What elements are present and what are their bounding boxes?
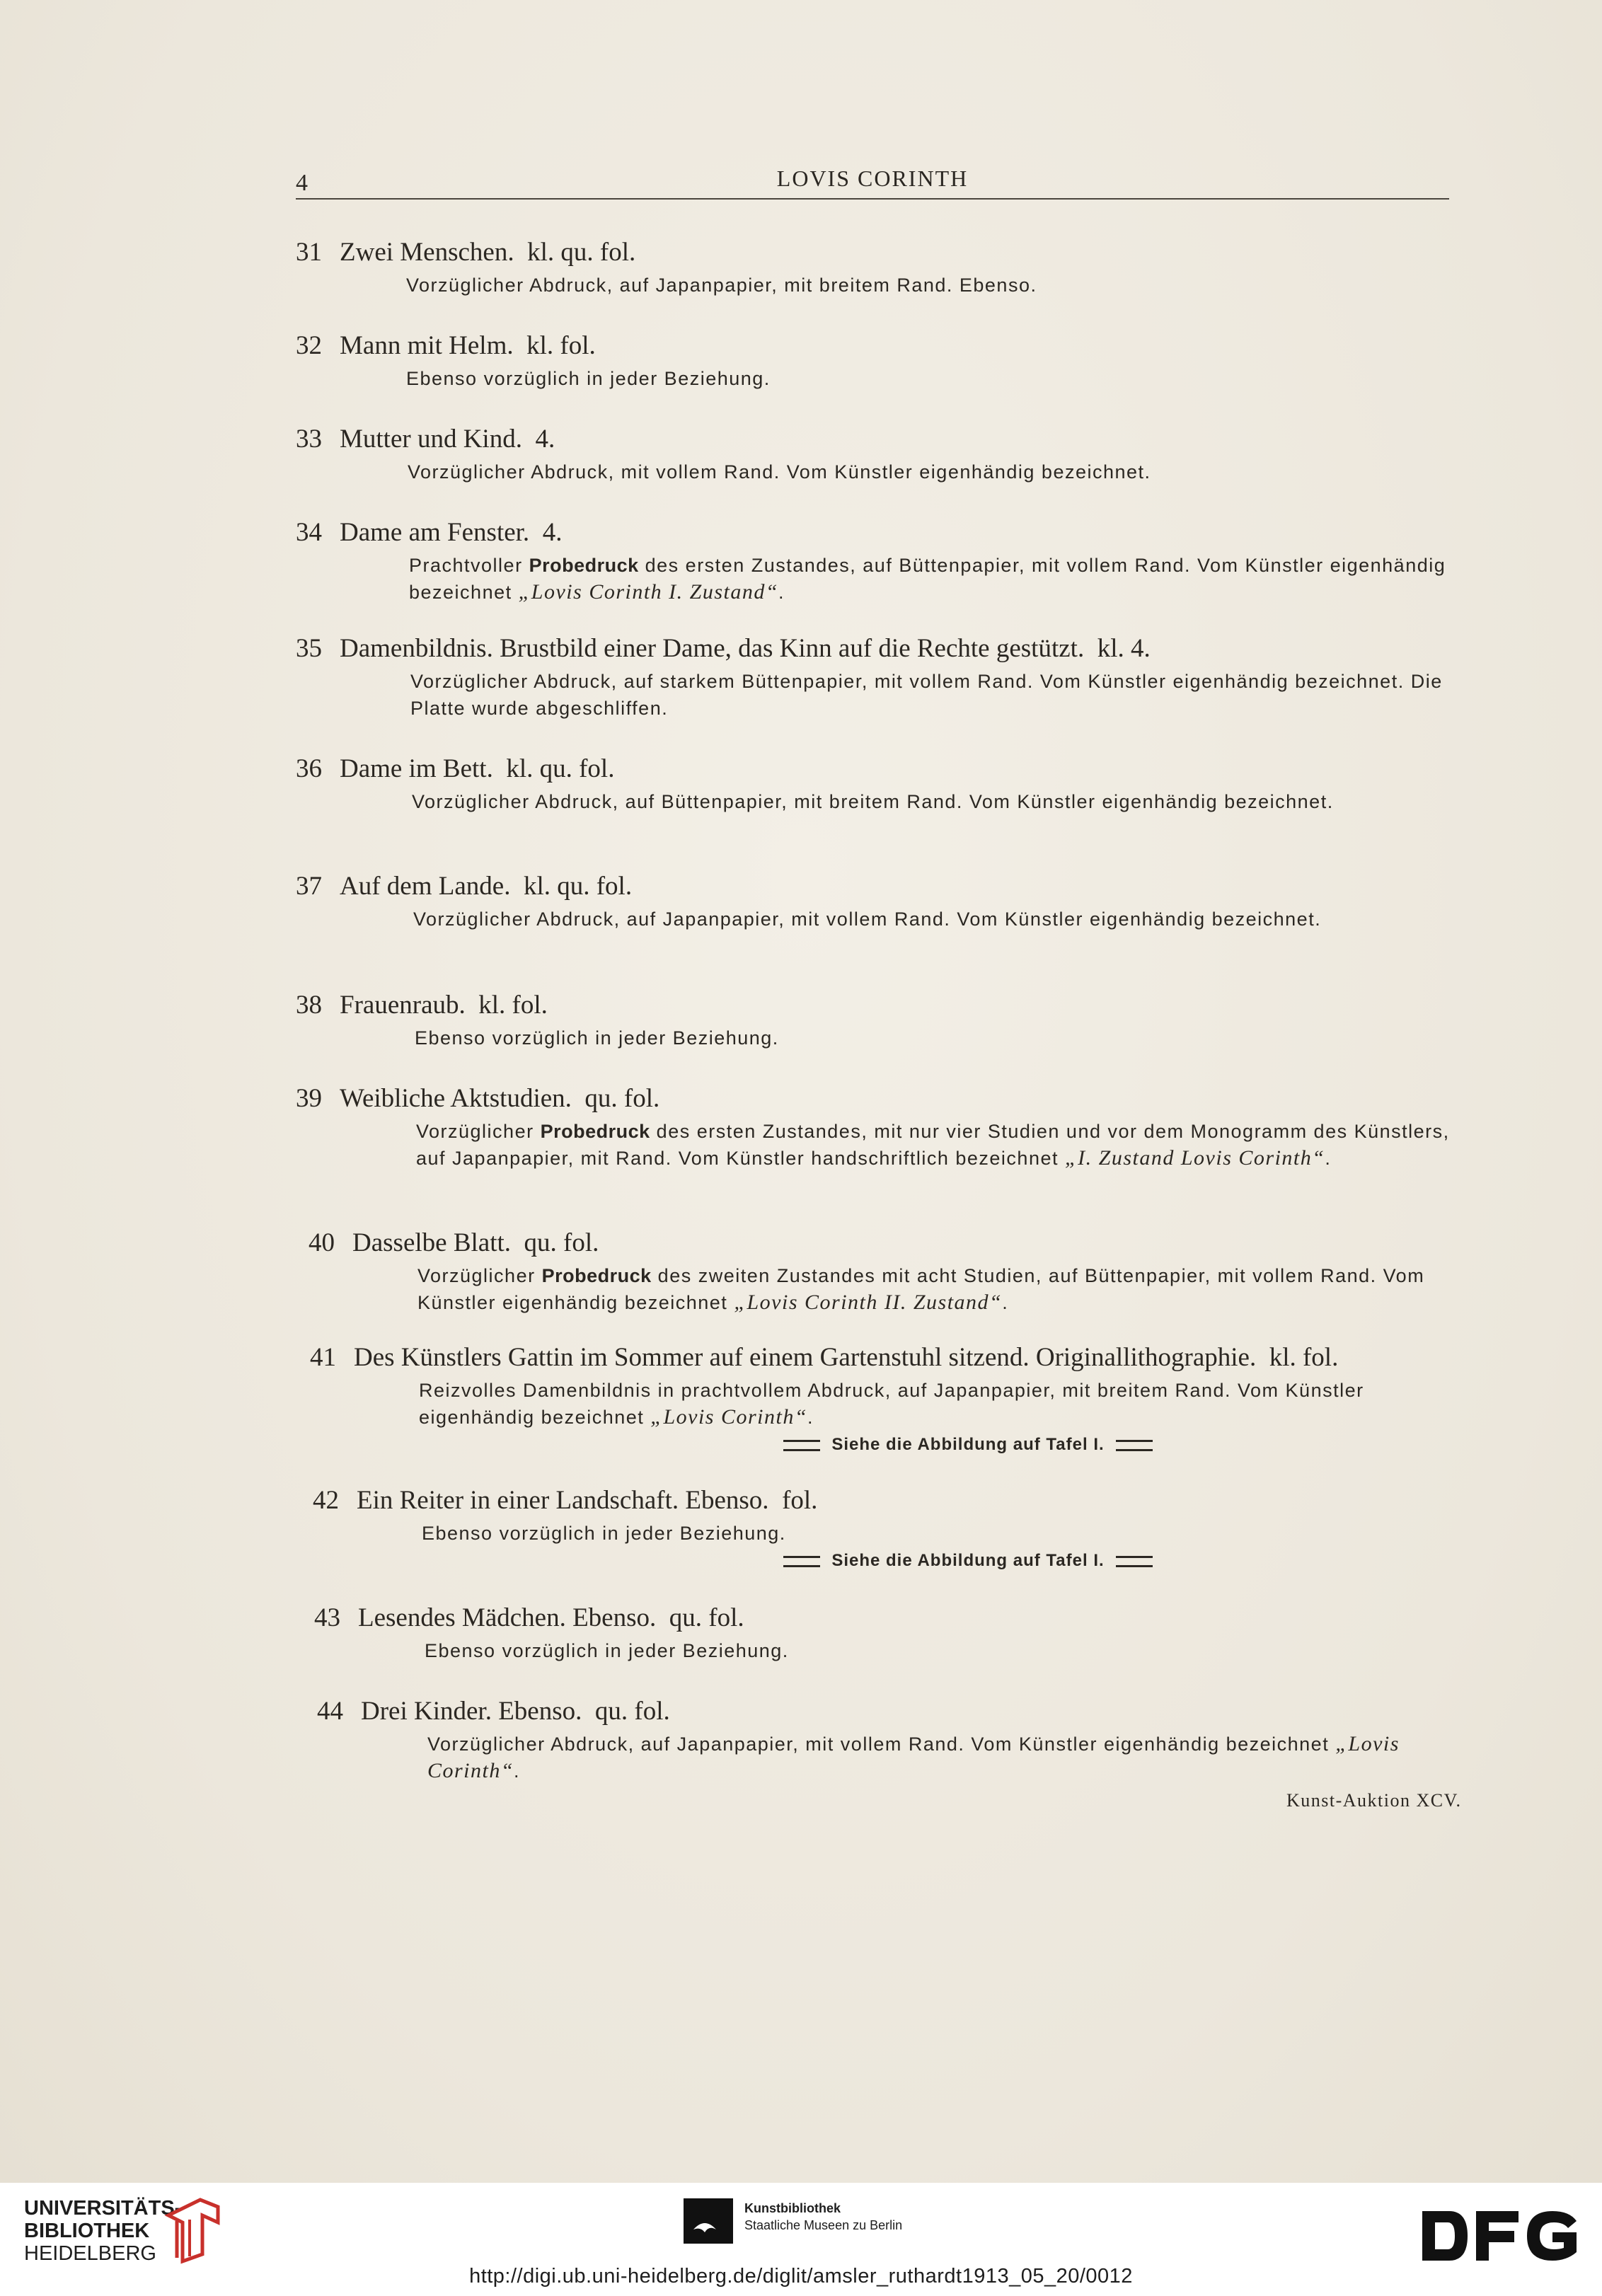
entry-format: 4. [542,518,563,547]
catalog-entry-31 [296,236,1456,299]
entry-heading [296,236,1456,269]
entry-format: kl. qu. fol. [506,754,615,783]
entry-description: Ebenso vorzüglich in jeder Beziehung. [415,1027,779,1049]
entry-title: Damenbildnis. Brustbild einer Dame, das Kinn auf die Rechte gestützt. [340,634,1085,663]
catalog-entry-41 [296,1342,1456,1455]
entry-format: kl. fol. [526,331,596,360]
catalog-entry-39 [296,1083,1456,1172]
entry-heading [313,1484,1456,1517]
entry-description: Prachtvoller Probedruck des ersten Zustandes, auf Büttenpapier, mit vollem Rand. Vom Künstler eigenhändig bezeichnet „Lovis Corinth I. Zustand“. [409,555,1446,604]
catalog-entry-44 [296,1695,1456,1784]
entry-heading [296,517,1456,549]
running-header [296,161,1449,200]
entry-number: 40 [309,1228,335,1257]
entry-description: Ebenso vorzüglich in jeder Beziehung. [425,1640,789,1661]
signature-quote: „Lovis Corinth“ [427,1732,1400,1782]
entry-title: Weibliche Aktstudien. [340,1084,572,1113]
catalog-entry-34 [296,517,1456,606]
entry-title: Lesendes Mädchen. Ebenso. [358,1603,657,1632]
entry-number: 43 [314,1603,340,1632]
entry-description: Vorzüglicher Abdruck, auf Japanpapier, mit vollem Rand. Vom Künstler eigenhändig bezeichnet „Lovis Corinth“. [427,1732,1400,1782]
entry-description: Vorzüglicher Abdruck, auf Japanpapier, mit vollem Rand. Vom Künstler eigenhändig bezeichnet. [413,908,1322,930]
entry-number: 38 [296,991,322,1020]
entry-heading [310,1342,1456,1374]
signature-quote: „I. Zustand Lovis Corinth“ [1065,1146,1325,1170]
entry-format: qu. fol. [669,1603,744,1632]
entry-title: Dame im Bett. [340,754,493,783]
catalog-entry-36 [296,753,1456,815]
entry-format: kl. qu. fol. [527,238,636,267]
entry-heading [296,989,1456,1022]
entry-heading [296,423,1456,456]
entry-number: 44 [317,1697,343,1726]
entry-format: fol. [782,1486,818,1515]
entry-title: Frauenraub. [340,991,466,1020]
entry-number: 34 [296,518,322,547]
catalog-entry-43 [296,1602,1456,1664]
entry-title: Ein Reiter in einer Landschaft. Ebenso. [357,1486,769,1515]
catalog-entry-35 [296,633,1456,722]
catalog-entry-42 [296,1484,1456,1571]
entry-description: Vorzüglicher Abdruck, auf Büttenpapier, mit breitem Rand. Vom Künstler eigenhändig bezeichnet. [412,791,1334,812]
catalog-entry-33 [296,423,1456,485]
entry-description: Reizvolles Damenbildnis in prachtvollem Abdruck, auf Japanpapier, mit breitem Rand. Vom Künstler eigenhändig bezeichnet „Lovis Corinth“. [419,1380,1364,1429]
entry-title: Mutter und Kind. [340,425,522,454]
entry-title: Des Künstlers Gattin im Sommer auf einem Gartenstuhl sitzend. Originallithographie. [354,1343,1257,1372]
catalog-entry-32 [296,330,1456,392]
entry-description: Ebenso vorzüglich in jeder Beziehung. [406,368,771,389]
entry-description: Ebenso vorzüglich in jeder Beziehung. [422,1523,786,1544]
entry-heading [314,1602,1456,1634]
signature-quote: „Lovis Corinth“ [650,1405,807,1429]
entry-title: Dame am Fenster. [340,518,530,547]
entry-title: Mann mit Helm. [340,331,514,360]
entry-number: 31 [296,238,322,267]
entry-heading [296,1083,1456,1115]
entry-format: qu. fol. [584,1084,660,1113]
entry-heading [317,1695,1456,1728]
entry-number: 36 [296,754,322,783]
entry-format: kl. 4. [1097,634,1151,663]
heidelberg-library-name: UNIVERSITÄTS- BIBLIOTHEK HEIDELBERG [24,2197,182,2265]
kunstbibliothek-name: Kunstbibliothek Staatliche Museen zu Berlin [744,2201,903,2232]
entry-format: 4. [535,425,555,454]
entry-format: qu. fol. [524,1228,599,1257]
entry-heading [296,753,1456,785]
catalog-entry-40 [296,1227,1456,1316]
entry-format: qu. fol. [594,1697,670,1726]
entry-format: kl. fol. [478,991,548,1020]
entry-title: Dasselbe Blatt. [352,1228,512,1257]
dfg-logo-icon [1422,2211,1578,2261]
entry-number: 41 [310,1343,336,1372]
entry-number: 37 [296,872,322,901]
probedruck-label: Probedruck [529,555,639,576]
catalog-entry-38 [296,989,1456,1051]
signature-quote: „Lovis Corinth I. Zustand“ [518,580,779,604]
entry-heading [296,633,1456,665]
entry-heading [296,870,1456,903]
entry-description: Vorzüglicher Probedruck des zweiten Zustandes mit acht Studien, auf Büttenpapier, mit vollem Rand. Vom Künstler eigenhändig bezeichnet „Lovis Corinth II. Zustand“. [417,1265,1425,1314]
source-url[interactable]: http://digi.ub.uni-heidelberg.de/diglit/amsler_ruthardt1913_05_20/0012 [469,2265,1133,2288]
entry-number: 42 [313,1486,339,1515]
entry-format: kl. qu. fol. [523,872,633,901]
entry-title: Auf dem Lande. [340,872,511,901]
entry-number: 39 [296,1084,322,1113]
probedruck-label: Probedruck [541,1265,652,1286]
running-title: LOVIS CORINTH [776,166,969,191]
plate-reference: Siehe die Abbildung auf Tafel I. [508,1435,1428,1455]
signature-quote: „Lovis Corinth II. Zustand“ [734,1291,1003,1314]
entry-description: Vorzüglicher Probedruck des ersten Zustandes, mit nur vier Studien und vor dem Monogramm des Künstlers, auf Japanpapier, mit Rand. Vom Künstler handschriftlich bezeichnet „I. Zustand Lovis Corinth“. [416,1121,1450,1170]
entry-number: 32 [296,331,322,360]
entry-title: Drei Kinder. Ebenso. [361,1697,582,1726]
page-number: 4 [296,170,308,196]
entry-heading [309,1227,1456,1259]
entry-format: kl. fol. [1269,1343,1339,1372]
entry-title: Zwei Menschen. [340,238,514,267]
catalog-entry-37 [296,870,1456,933]
heidelberg-library-logo-icon [161,2194,225,2265]
entry-number: 33 [296,425,322,454]
entry-description: Vorzüglicher Abdruck, auf Japanpapier, mit breitem Rand. Ebenso. [406,275,1037,296]
entry-description: Vorzüglicher Abdruck, auf starkem Büttenpapier, mit vollem Rand. Vom Künstler eigenhändig bezeichnet. Die Platte wurde abgeschliffen. [410,671,1443,719]
digitization-footer [0,2183,1602,2296]
plate-reference: Siehe die Abbildung auf Tafel I. [508,1551,1428,1571]
signature-line: Kunst-Auktion XCV. [1286,1790,1462,1811]
probedruck-label: Probedruck [540,1121,650,1142]
kunstbibliothek-logo-icon [684,2198,733,2244]
entry-number: 35 [296,634,322,663]
entry-description: Vorzüglicher Abdruck, mit vollem Rand. Vom Künstler eigenhändig bezeichnet. [408,461,1151,483]
entry-heading [296,330,1456,362]
